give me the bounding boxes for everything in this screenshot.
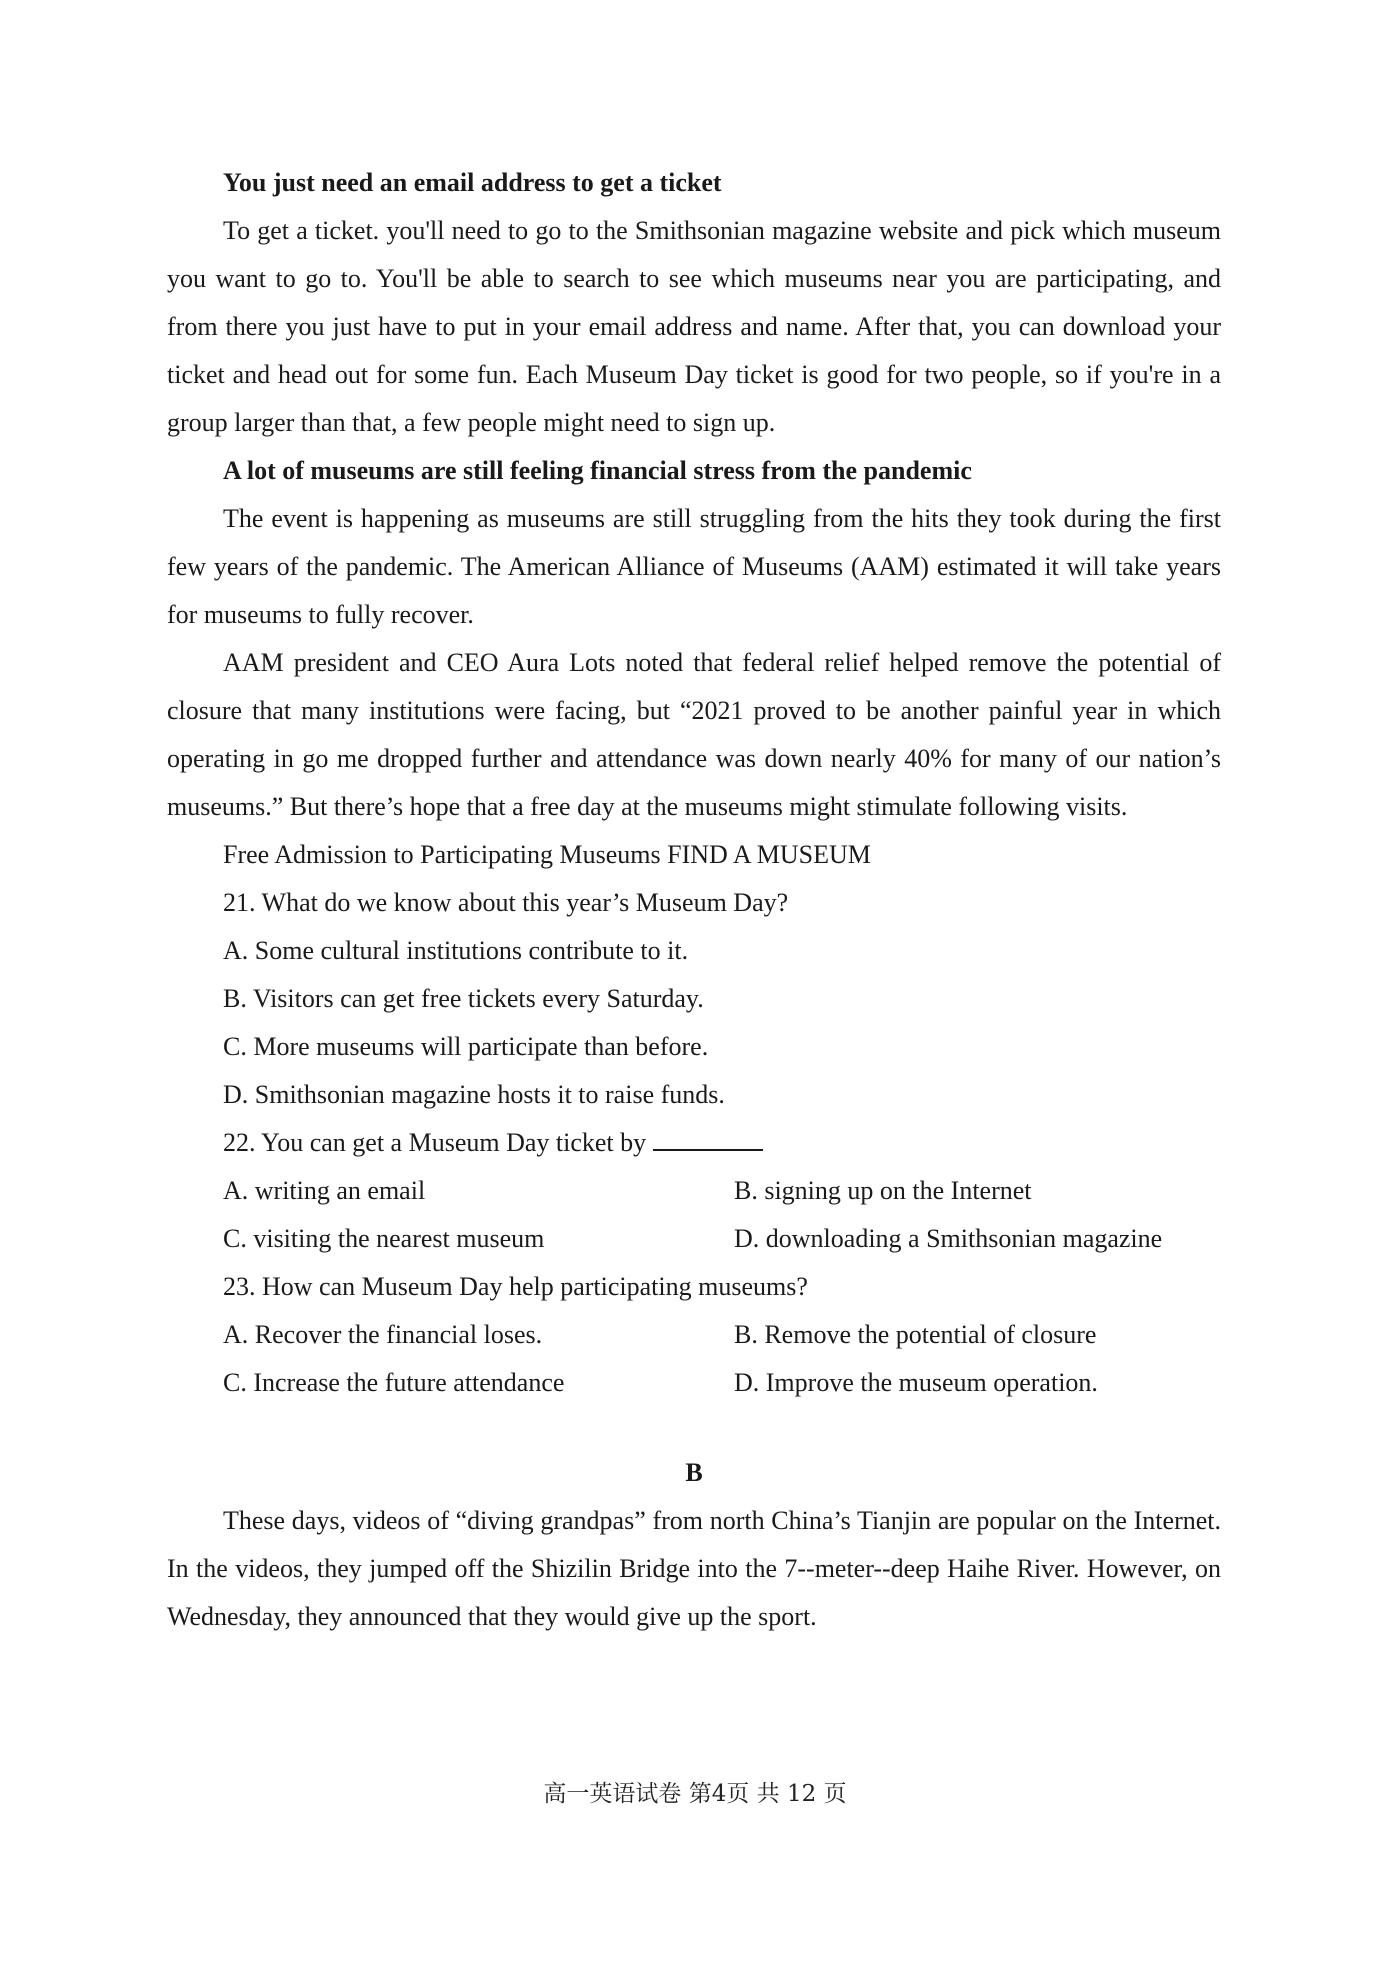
option-row: [167, 1311, 1221, 1359]
option-left: C. Increase the future attendance: [223, 1368, 565, 1397]
paragraph: To get a ticket. you'll need to go to the Smithsonian magazine website and pick which museum you want to go to. You'll be able to search to see which museums near you are participating, and from there you just have to put in your email address and name. After that, you can download your ticket and head out for some fun. Each Museum Day ticket is good for two people, so if you're in a group larger than that, a few people might need to sign up.: [167, 216, 1221, 437]
option-right: D. Improve the museum operation.: [734, 1368, 1098, 1397]
text-line: C. More museums will participate than before.: [223, 1032, 709, 1061]
paragraph: These days, videos of “diving grandpas” from north China’s Tianjin are popular on the Internet. In the videos, they jumped off the Shizilin Bridge into the 7--meter--deep Haihe River. However, on Wednesday, they announced that they would give up the sport.: [167, 1506, 1221, 1631]
option-right: D. downloading a Smithsonian magazine: [734, 1224, 1163, 1253]
page-footer: 高一英语试卷 第4页 共 12 页: [543, 1781, 847, 1807]
section-heading: You just need an email address to get a ticket: [223, 168, 722, 197]
option-left: C. visiting the nearest museum: [223, 1224, 545, 1253]
question-text: 22. You can get a Museum Day ticket by: [223, 1128, 653, 1157]
option-row: [167, 1167, 1221, 1215]
page-content: [167, 159, 1221, 1641]
paragraph: AAM president and CEO Aura Lots noted that federal relief helped remove the potential of closure that many institutions were facing, but “2021 proved to be another painful year in which operating in go me dropped further and attendance was down nearly 40% for many of our nation’s museums.” But there’s hope that a free day at the museums might stimulate following visits.: [167, 648, 1221, 821]
answer-blank: [653, 1123, 763, 1151]
text-line: A. Some cultural institutions contribute to it.: [223, 936, 689, 965]
option-right: B. signing up on the Internet: [734, 1176, 1032, 1205]
text-line: Free Admission to Participating Museums FIND A MUSEUM: [223, 840, 871, 869]
section-heading: A lot of museums are still feeling financial stress from the pandemic: [223, 456, 972, 485]
text-line: D. Smithsonian magazine hosts it to raise funds.: [223, 1080, 725, 1109]
option-left: A. Recover the financial loses.: [223, 1320, 543, 1349]
paragraph: The event is happening as museums are still struggling from the hits they took during the first few years of the pandemic. The American Alliance of Museums (AAM) estimated it will take years for museums to fully recover.: [167, 504, 1221, 629]
question-with-blank: [223, 1119, 1221, 1167]
option-right: B. Remove the potential of closure: [734, 1320, 1097, 1349]
option-left: A. writing an email: [223, 1176, 426, 1205]
section-letter: B: [685, 1458, 703, 1487]
text-line: B. Visitors can get free tickets every Saturday.: [223, 984, 704, 1013]
option-row: [167, 1215, 1221, 1263]
text-line: 21. What do we know about this year’s Museum Day?: [223, 888, 789, 917]
option-row: [167, 1359, 1221, 1407]
text-line: 23. How can Museum Day help participating museums?: [223, 1272, 808, 1301]
